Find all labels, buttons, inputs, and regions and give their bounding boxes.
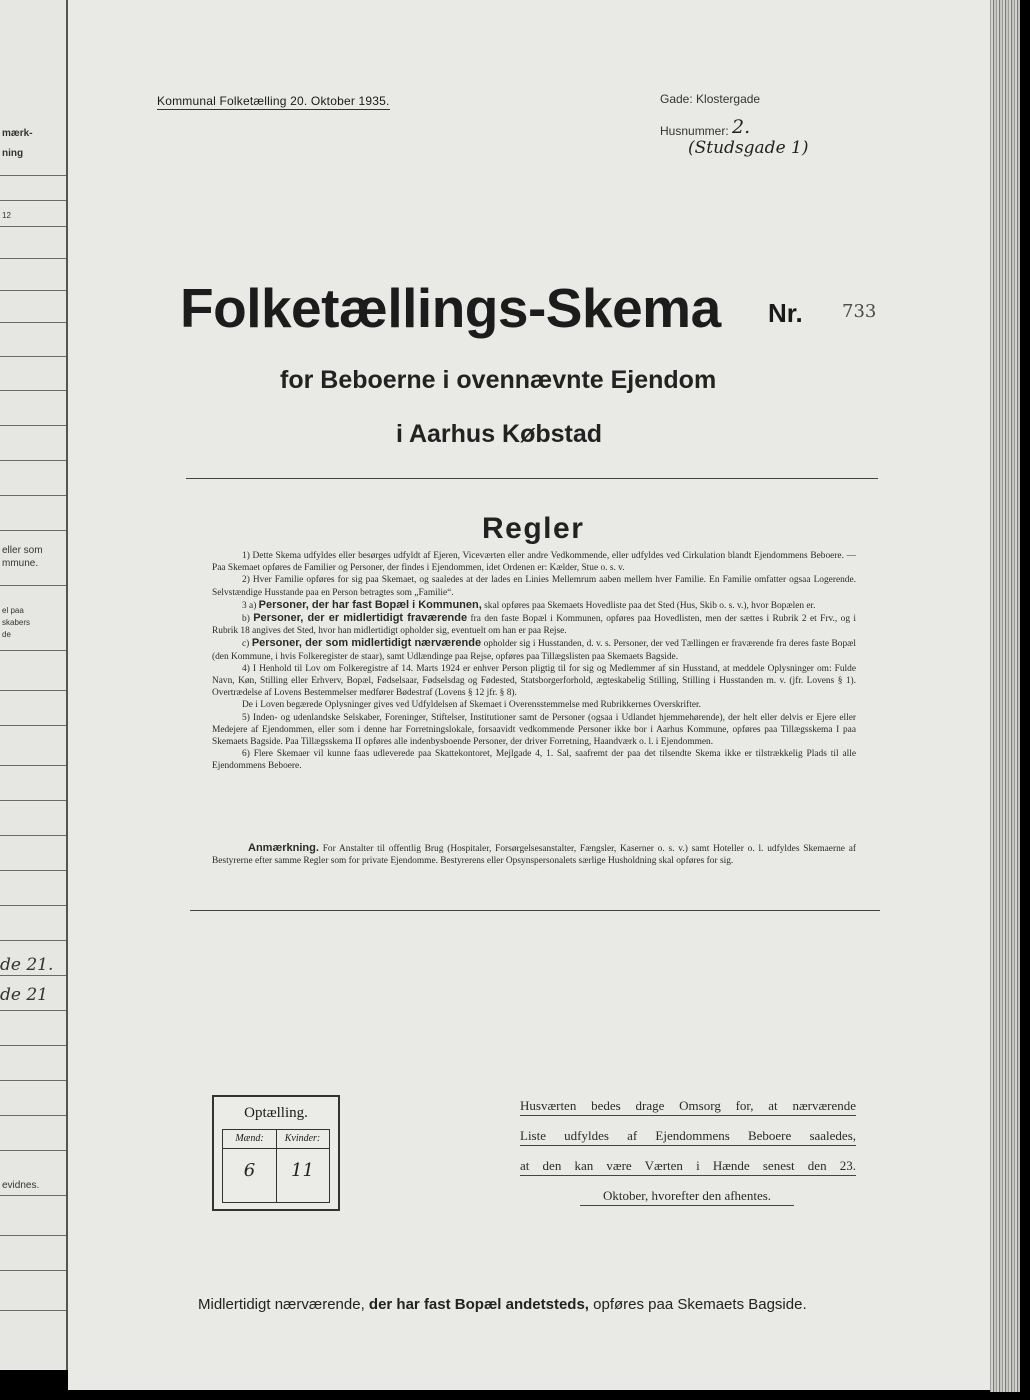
form-subtitle: for Beboerne i ovennævnte Ejendom (280, 366, 717, 394)
kvinder-label: Kvinder: (284, 1133, 321, 1144)
anmaerkning-label: Anmærkning. (248, 842, 319, 854)
kvinder-value: 11 (291, 1160, 314, 1181)
optaelling-box (212, 1095, 340, 1211)
left-handwriting: de 21. (0, 955, 54, 975)
rule-3c: c) Personer, der som midlertidigt nærværende opholder sig i Husstanden, d. v. s. Personer, der ved Tællingen er fraværende fra deres faste Bopæl (den Kommune, i hvis Folkeregister de staar), samt Udlændinge paa Rejse, opføres paa Tillægslisten paa Skemaets Bagside. (212, 637, 857, 662)
maend-value: 6 (243, 1160, 256, 1181)
left-fragment: mærk- (2, 128, 33, 139)
husnummer-note: (Studsgade 1) (688, 138, 809, 158)
form-nr-value: 733 (842, 301, 877, 322)
page-edges (990, 0, 1020, 1392)
gade-value: Klostergade (696, 92, 761, 106)
anmaerkning (212, 842, 856, 867)
note-line: Liste udfyldes af Ejendommens Beboere saaledes, (520, 1128, 856, 1146)
left-fragment: el paa (2, 606, 24, 615)
rule-2: 2) Hver Familie opføres for sig paa Skemaet, og saaledes at der lades en Linies Mellemrum aaben mellem hver Familie. En Familie omfatter ogsaa Logerende. Selvstændige Husstande paa en Person betragtes som „Familie“. (212, 575, 856, 598)
rules-text (212, 550, 856, 773)
gade-field (660, 92, 760, 106)
gade-label: Gade: (660, 92, 693, 106)
rule-6: 6) Flere Skemaer vil kunne faas udleverede paa Skattekontoret, Mejlgade 4, 1. Sal, saafremt der paa det tilsendte Skema ikke er tilstrækkelig Plads til alle Ejendommens Beboere. (212, 749, 856, 772)
left-fragment: mmune. (2, 558, 39, 569)
divider (190, 910, 880, 911)
maend-label: Mænd: (235, 1133, 264, 1144)
husnummer-label: Husnummer: (660, 124, 729, 138)
optaelling-title: Optælling. (244, 1105, 308, 1121)
left-fragment: evidnes. (2, 1180, 40, 1191)
divider (186, 478, 878, 479)
footer-note: Midlertidigt nærværende, der har fast Bopæl andetsteds, opføres paa Skemaets Bagside. (198, 1296, 807, 1313)
husnummer-value: 2. (732, 116, 751, 138)
census-header: Kommunal Folketælling 20. Oktober 1935. (157, 94, 390, 108)
anmaerkning-text: For Anstalter til offentlig Brug (Hospitaler, Forsørgelsesanstalter, Fængsler, Kaserner o. s. v.) samt Hoteller o. l. udfyldes Skemaerne af Bestyrerne efter samme Regler som for private Ejendomme. Bestyrerens eller Opsynspersonalets særlige Husholdning skal opføres for sig. (212, 844, 856, 867)
left-fragment: 12 (2, 211, 11, 220)
left-fragment: de (2, 630, 11, 639)
note-line: at den kan være Værten i Hænde senest den 23. (520, 1158, 856, 1176)
left-fragment: eller som (2, 545, 43, 556)
rule-1: 1) Dette Skema udfyldes eller besørges udfyldt af Ejeren, Viceværten eller andre Vedkommende, eller udfyldes ved Cirkulation blandt Ejendommens Beboere. — Paa Skemaet opføres de Familier og Personer, der findes i Ejendommen, idet Ordenen er: Kælder, Stue o. s. v. (212, 551, 856, 574)
landlord-note (520, 1098, 856, 1218)
rule-4: 4) I Henhold til Lov om Folkeregistre af 14. Marts 1924 er enhver Person pligtig til for sig og Medlemmer af sin Husstand, at meddele Oplysninger om: Fulde Navn, Køn, Stilling eller Erhverv, Bopæl, Fødselsaar, Fødselsdag og Fødested, Statsborgerforhold, ægteskabelig Stilling, Stilling i Husstanden m. v. (jfr. Lovens § 1). Overtrædelse af Lovens Bestemmelser medfører Bødestraf (Lovens § 12 jfr. § 8). (212, 663, 856, 699)
form-subtitle-city: i Aarhus Købstad (396, 420, 603, 448)
note-line: Oktober, hvorefter den afhentes. (580, 1188, 794, 1206)
left-fragment: skabers (2, 618, 31, 627)
rule-3a: 3 a) Personer, der har fast Bopæl i Kommunen, skal opføres paa Skemaets Hovedliste paa det Sted (Hus, Skib o. s. v.), hvor Bopælen er. (242, 598, 816, 611)
left-fragment: ning (2, 148, 24, 159)
note-line: Husværten bedes drage Omsorg for, at nærværende (520, 1098, 856, 1116)
rule-4b: De i Loven begærede Oplysninger gives ved Udfyldelsen af Skemaet i Overensstemmelse med Rubrikkernes Overskrifter. (242, 700, 701, 711)
rules-heading: Regler (482, 512, 585, 545)
left-page-edge (0, 0, 68, 1370)
rule-3b: b) Personer, der er midlertidigt fraværende fra den faste Bopæl i Kommunen, opføres paa Hovedlisten, men der sættes i Rubrik 2 et Frv., og i Rubrik 18 angives det Sted, hvor han midlertidigt opholder sig, eventuelt om han er paa Rejse. (212, 612, 857, 637)
rule-5: 5) Inden- og udenlandske Selskaber, Foreninger, Stiftelser, Institutioner samt de Personer (ogsaa i Udlandet hjemmehørende), der helt eller delvis er Ejere eller Medejere af Ejendommen, eller som i denne har Forretningslokale, forsaavidt vedkommende Personer ikke bor i Aarhus Kommune, opføres paa Tillægsskema I paa Skemaets Bagside. Paa Tillægsskema II opføres alle indenbysboende Personer, der driver Forretning, Haandværk o. l. i Ejendommen. (212, 712, 856, 748)
form-title: Folketællings-Skema (180, 277, 721, 339)
form-nr-label: Nr. (768, 298, 803, 328)
left-handwriting: de 21 (0, 985, 48, 1005)
